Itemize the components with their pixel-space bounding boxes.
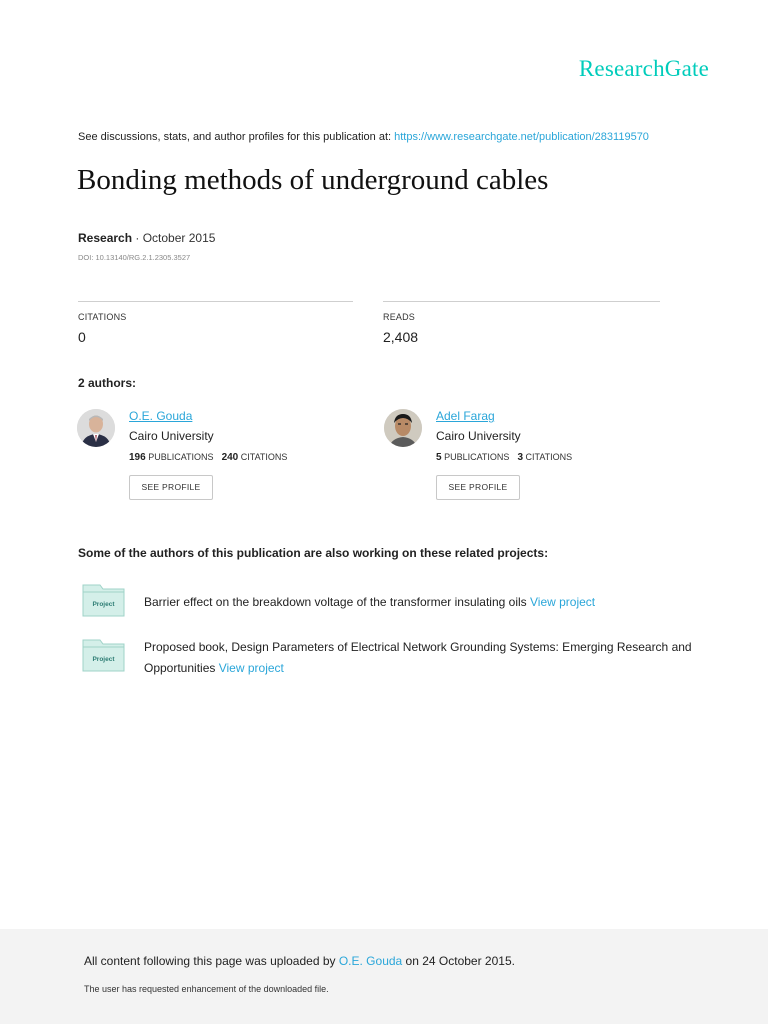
citations-value: 0: [78, 329, 86, 345]
author-publications-label: PUBLICATIONS: [148, 452, 214, 462]
citations-label: CITATIONS: [78, 312, 127, 322]
author-photo-icon: [77, 409, 115, 447]
project-description: [144, 637, 704, 679]
related-projects-heading: Some of the authors of this publication are also working on these related projects:: [78, 546, 549, 560]
view-project-link[interactable]: View project: [218, 661, 284, 675]
reads-value: 2,408: [383, 329, 419, 345]
publication-date: · October 2015: [132, 231, 216, 245]
author-institution: Cairo University: [436, 429, 521, 443]
authors-heading: 2 authors:: [78, 376, 137, 390]
publication-type: Research: [78, 231, 133, 245]
author-photo-icon: [384, 409, 422, 447]
upload-info: [84, 954, 515, 968]
author-name-link[interactable]: Adel Farag: [436, 409, 495, 423]
author-stats: [436, 452, 572, 463]
author-citations-count: 240: [221, 452, 239, 463]
author-citations-count: 3: [517, 452, 523, 463]
author-citations-label: CITATIONS: [525, 452, 573, 462]
author-stats: [129, 452, 287, 463]
reads-stat: [383, 301, 660, 345]
uploader-link[interactable]: O.E. Gouda: [338, 954, 403, 968]
researchgate-logo[interactable]: ResearchGate: [578, 56, 709, 81]
project-item: [82, 584, 702, 624]
enhancement-note: The user has requested enhancement of the downloaded file.: [84, 984, 329, 994]
see-profile-button[interactable]: SEE PROFILE: [129, 475, 213, 500]
publication-doi: DOI: 10.13140/RG.2.1.2305.3527: [78, 253, 191, 262]
author-avatar[interactable]: [77, 409, 115, 447]
author-publications-count: 5: [436, 452, 442, 463]
author-name-link[interactable]: O.E. Gouda: [129, 409, 193, 423]
upload-date: on 24 October 2015.: [402, 954, 515, 968]
author-institution: Cairo University: [129, 429, 214, 443]
author-publications-label: PUBLICATIONS: [444, 452, 510, 462]
publication-url-link[interactable]: https://www.researchgate.net/publication/283119570: [394, 131, 649, 143]
author-avatar[interactable]: [384, 409, 422, 447]
project-description: [144, 592, 704, 613]
author-publications-count: 196: [129, 452, 146, 463]
reads-label: READS: [383, 312, 416, 322]
publication-meta: [78, 231, 215, 245]
view-project-link[interactable]: View project: [530, 595, 596, 609]
upload-prefix: All content following this page was uploaded by: [84, 954, 339, 968]
project-title: Proposed book, Design Parameters of Electrical Network Grounding Systems: Emerging Research and Opportunities: [144, 640, 692, 675]
upload-footer: [0, 929, 768, 1024]
project-folder-icon[interactable]: [82, 584, 125, 617]
publication-title: Bonding methods of underground cables: [77, 164, 549, 196]
intro-text: See discussions, stats, and author profiles for this publication at:: [78, 131, 395, 143]
citations-stat: [78, 301, 353, 345]
project-folder-icon[interactable]: [82, 639, 125, 672]
author-card: [384, 408, 684, 503]
intro-line: [78, 131, 649, 143]
author-card: [77, 408, 377, 503]
project-folder-label: Project: [92, 601, 115, 608]
see-profile-button[interactable]: SEE PROFILE: [436, 475, 520, 500]
project-title: Barrier effect on the breakdown voltage of the transformer insulating oils: [144, 595, 530, 609]
author-citations-label: CITATIONS: [240, 452, 288, 462]
project-folder-label: Project: [92, 656, 115, 663]
project-item: [82, 639, 702, 687]
